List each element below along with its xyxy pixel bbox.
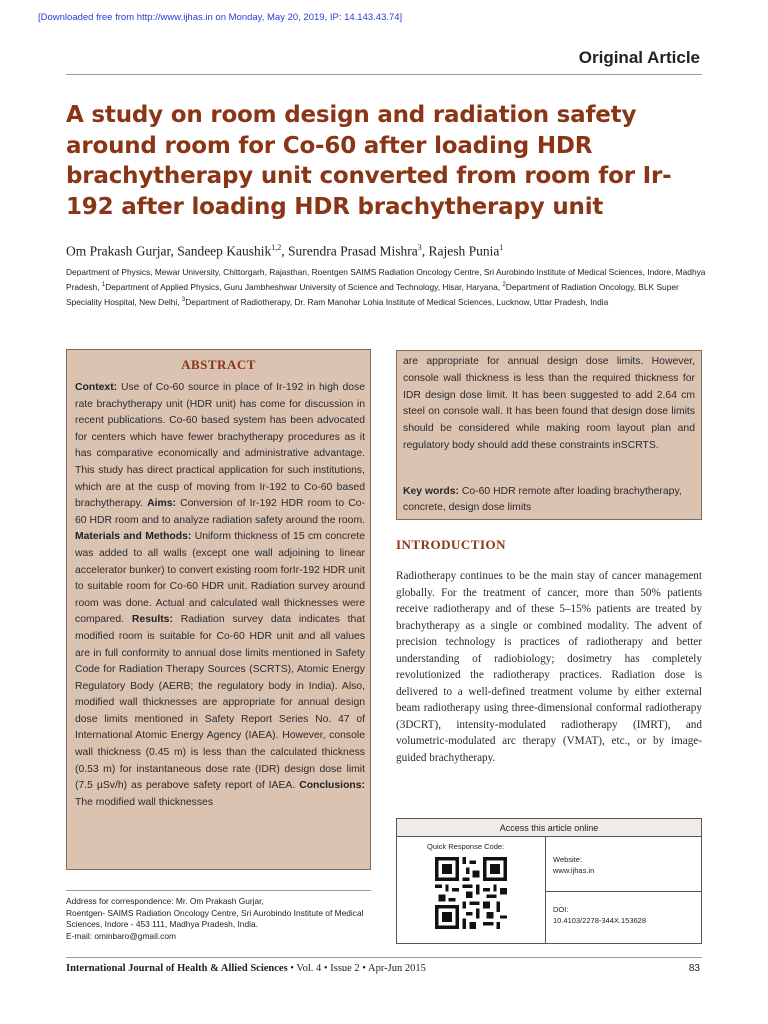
affiliation-mark: 1 [101,282,106,288]
affiliation-text: Department of Applied Physics, Guru Jambheshwar University of Science and Technology, Hisar, Haryana, [105,281,503,292]
doi-value[interactable]: 10.4103/2278-344X.153628 [553,916,647,925]
methods-text: Uniform thickness of 15 cm concrete was added to all walls (except one wall adjoining to linear accelerator bunker) to convert existing room forIr-192 HDR unit to suitable room for Co-60 HDR unit. Radiation survey around room was done. Actual and calculated wall thicknesses were compared. [75,531,365,626]
qr-code-icon[interactable] [435,857,507,929]
affiliation-mark: 3 [181,296,186,303]
journal-issue: • Vol. 4 • Issue 2 • Apr-Jun 2015 [287,963,426,974]
article-type: Original Article [578,48,700,67]
header-rule [66,74,702,75]
author-name: Surendra Prasad Mishra [288,243,418,259]
footer-rule [66,957,702,958]
introduction-heading: INTRODUCTION [396,537,507,552]
page-number: 83 [688,963,700,974]
access-box [396,818,702,944]
context-text: Use of Co-60 source in place of Ir-192 in high dose rate brachytherapy unit (HDR unit) has come for discussion in recent publications. Co-60 based system has been advocated for centers which have fewer brachytherapy procedures as it has comparative economically and administrative advantage. This study has direct practical application for such institutions, which are at the cusp of moving from Ir-192 to Co-60 based brachytherapy. [75,382,365,510]
results-label: Results: [131,614,173,626]
article-title: A study on room design and radiation safety around room for Co-60 after loading HDR brachytherapy unit converted from room for Ir-192 after loading HDR brachytherapy unit [66,102,672,220]
author-affiliation-mark: 1 [499,243,504,252]
author-separator: , [281,243,289,259]
keywords-text: Co-60 HDR remote after loading brachytherapy, concrete, design dose limits [403,486,682,513]
correspondence [66,896,371,942]
methods-label: Materials and Methods: [75,531,192,543]
keywords [403,484,695,516]
correspondence-email[interactable]: E-mail: ominbaro@gmail.com [66,930,176,941]
journal-name: International Journal of Health & Allied Sciences [66,963,288,974]
context-label: Context: [75,382,118,393]
affiliations [66,266,716,309]
abstract-text [75,380,365,811]
correspondence-line: Roentgen- SAIMS Radiation Oncology Centre, Sri Aurobindo Institute of Medical Sciences, Indore - 453 111, Madhya Pradesh, India. [66,907,364,929]
results-text: Radiation survey data indicates that modified room is suitable for Co-60 HDR unit and all values are in full conformity to annual dose limits mentioned in Safety Code for Radiation Therapy Sources (SCRTS), Atomic Energy Regulatory Body (AERB; the regulatory body in India). Also, modified wall thicknesses are appropriate for annual design dose limits mentioned in Safety Report Series No. 47 of International Atomic Energy Agency (IAEA). However, console wall thickness (0.45 m) is less than the calculated thickness (0.53 m) for instantaneous dose rate (IDR) design dose limit (7.5 µSv/h) as perabove safety report of IAEA. [75,614,365,792]
affiliation-mark: 2 [502,282,506,288]
footer-journal [66,963,426,974]
access-horizontal-divider [545,891,702,892]
author-name: Om Prakash Gurjar [66,243,171,259]
introduction-text: Radiotherapy continues to be the main stay of cancer management globally. For the treatment of cancer, more than 50% patients receive radiotherapy and of these 5–15% patients are treated by brachytherapy as a single or combined modality. The advent of precision technology is practices of radiotherapy and better understanding of radiobiology; dosimetry has completely revolutionized the radiotherapy practices. Radiation dose is delivered to a well-defined treatment volume by either external beam radiotherapy using three-dimensional conformal radiotherapy (3DCRT), intensity-modulated radiotherapy (IMRT), and volumetric-modulated arc therapy (VMAT), etc., or by image-guided brachytherapy. [396,570,702,764]
affiliation-text: Department of Physics, Mewar University, Chittorgarh, Rajasthan, Roentgen SAIMS Radiation Oncology Centre, Sri Aurobindo Institute of Medical Sciences, Indore, Madhya Pradesh, [66,267,706,292]
keywords-label: Key words: [403,486,460,497]
abstract-box [66,349,371,870]
access-heading: Access this article online [397,819,701,837]
author-affiliation-mark: 3 [417,243,422,252]
doi-label: DOI: [553,905,569,914]
website-link[interactable]: www.ijhas.in [553,866,595,875]
author-separator: , [170,243,178,259]
aims-text: Conversion of Ir-192 HDR room to Co-60 HDR room and to analyze radiation safety around the room. [75,498,365,526]
author-name: Rajesh Punia [428,243,500,259]
correspondence-rule [66,890,371,891]
affiliation-text: Department of Radiation Oncology, BLK Super Speciality Hospital, New Delhi, [66,281,679,307]
affiliation-text: Department of Radiotherapy, Dr. Ram Manohar Lohia Institute of Medical Sciences, Lucknow, Uttar Pradesh, India [185,296,609,307]
download-line: [Downloaded free from http://www.ijhas.in on Monday, May 20, 2019, IP: 14.143.43.74] [38,12,403,23]
author-name: Sandeep Kaushik [177,243,272,259]
website-label: Website: [553,855,583,864]
conclusions-label: Conclusions: [299,780,365,792]
author-affiliation-mark: 1,2 [271,243,282,252]
qr-label: Quick Response Code: [427,842,505,851]
aims-label: Aims: [147,498,176,510]
abstract-heading: ABSTRACT [181,357,256,372]
abstract-continued-text: are appropriate for annual design dose limits. However, console wall thickness is less than the required thickness for IDR design dose limit. It has been suggested to add 2.64 cm steel on console wall. It has been found that design dose limits should be considered while making room layout plan and regulatory body should add these constraints inSCRTS. [403,356,695,451]
author-list [66,243,503,260]
abstract-continuation-box [396,350,702,520]
author-separator: , [421,243,429,259]
conclusions-text: The modified wall thicknesses [75,796,214,808]
correspondence-line: Address for correspondence: Mr. Om Prakash Gurjar, [66,896,264,906]
